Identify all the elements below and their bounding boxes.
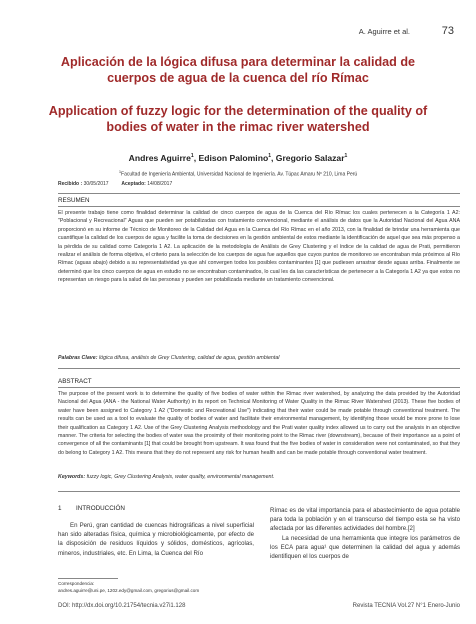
- section-divider: [58, 368, 460, 369]
- correspondence-label: Correspondencia:: [58, 581, 95, 586]
- section-divider: [58, 193, 460, 194]
- author-name: Edison Palomino: [198, 153, 269, 163]
- title-block: [40, 55, 436, 135]
- resumen-text: El presente trabajo tiene como finalidad determinar la calidad de cinco cuerpos de agua de la Cuenca del Río Rímac los cuales pertenecen a la Categoría 1 A2: "Poblacional y Recreacional" Aguas que pueden ser potabilizadas con tratamiento convencional, mediante el análisis de datos que la Autoridad Nacional del Agua ANA proporcionó en su informe de Técnico de Monitoreo de la Calidad del Agua en la Cuenca del Río Rímac en el año 2013, con la finalidad de brindar una herramienta que cuantifique la calidad de los cuerpos de agua y facilite la toma de decisiones en la gestión ambiental de estos mediante la identificación de aquel que sea más propenso a la pérdida de su calidad como Categoría 1 A2. La aplicación de la metodología de Análisis de Grey Clustering y el índice de la calidad de agua de Prati, permitieron realizar el análisis de forma objetiva, el criterio para la selección de los cuerpos de agua fue aquellos que cuyos puntos de monitoreo se encontraban más próximos al Río Rímac (aguas abajo) debido a su representatividad ya que ahí convergen todos los posibles contaminantes [1] que pudiesen arrastrar desde aguas arriba. Finalmente se determinó que los cinco cuerpos de agua en estudio no se encontraban contaminados, lo cual les da las características de pertenecer a la Categoría 1 A2 ya que estos no representan un riesgo para la salud de las personas y pueden ser potabilizada mediante un tratamiento convencional.: [58, 210, 460, 284]
- paragraph: En Perú, gran cantidad de cuencas hidrográficas a nivel superficial han sido alteradas física, química y microbiológicamente, por efecto de la disposición de residuos líquidos y sólidos, domésticos, agrícolas, mineros, industriales, etc. En Lima, la Cuenca del Río: [58, 522, 254, 557]
- section-title: INTRODUCCIÓN: [76, 505, 125, 512]
- author-list: Andres Aguirre$^1$, Edison Palomino$^1$, Gregorio Salazar$^1$: [128, 153, 348, 163]
- abstract-keywords-text: fuzzy logic, Grey Clustering Analysis, water quality, environmental management.: [86, 474, 275, 480]
- affiliation-mark: 1: [118, 169, 122, 174]
- title-spanish: Aplicación de la lógica difusa para determinar la calidad de cuerpos de agua de la cuenca del río Rímac: [60, 55, 416, 85]
- paragraph: La necesidad de una herramienta que integre los parámetros de los ECA para agua¹ que determinen la calidad del agua y además identifiquen el los cuerpos de: [270, 534, 460, 561]
- footnote-divider: [58, 578, 118, 579]
- author-affiliation-mark: 1: [268, 153, 271, 160]
- abstract-keywords-label: Keywords:: [58, 474, 86, 480]
- accepted-label: Aceptado:: [121, 181, 146, 187]
- doi-link[interactable]: DOI: http://dx.doi.org/10.21754/tecnia.v27i1.128: [58, 603, 186, 609]
- submission-dates: [58, 181, 172, 187]
- section-divider: [58, 387, 460, 388]
- resumen-keywords-text: lógica difusa, análisis de Grey Clustering, calidad de agua, gestión ambiental: [98, 355, 280, 361]
- author-affiliation-mark: 1: [344, 153, 348, 160]
- resumen-heading: RESUMEN: [58, 197, 90, 204]
- section-number: 1: [58, 505, 62, 512]
- abstract-text: The purpose of the present work is to determine the quality of five bodies of water within the Rimac river watershed, by analyzing the data provided by the Autoridad Nacional del Agua (ANA - the National Water Authority) in its report on Technical Monitoring of Water Quality in the Rimac River Watershed (2013). These five bodies of water have been assigned to Category 1 A2 ("Domestic and Recreational Use") indicating that their water could be made potable through conventional treatment. The results can be used as a tool to evaluate the quality of bodies of water and facilitate their environmental management, by identifying those would be more prone to lose their qualification as Category 1 A2. Use of the Grey Clustering Analysis methodology and the Prati water quality index allowed us to carry out the analysis in an objective manner. The criteria for selecting the bodies of water was the proximity of their monitoring point to the Rimac river (downstream), because of their importance as a point of convergence of all the contaminants [1] that could be brought from upstream. It was found that the five bodies of water in consideration were not contaminated, so that they do belong to Category 1 A2. This means that they do not represent any risk for human health and can be made potable through conventional water treatment.: [58, 391, 460, 456]
- abstract-keywords: [58, 474, 460, 480]
- author-name: Andres Aguirre: [128, 153, 191, 163]
- received-date: 30/05/2017: [83, 181, 109, 187]
- introduction-heading: [58, 505, 125, 512]
- title-english: Application of fuzzy logic for the determination of the quality of bodies of water in the rimac river watershed: [48, 104, 428, 134]
- journal-info: Revista TECNIA Vol.27 N°1 Enero-Junio: [352, 603, 460, 609]
- correspondence-emails: andres.aguirre@uni.pe, 1202.edy@gmail.com, gregorius@gmail.com: [58, 587, 200, 593]
- page-number: 73: [441, 25, 454, 37]
- resumen-keywords-label: Palabras Clave:: [58, 355, 98, 361]
- abstract-heading: ABSTRACT: [58, 378, 92, 385]
- running-header-authors: A. Aguirre et al.: [358, 27, 410, 36]
- section-divider: [58, 491, 460, 492]
- affiliation-text: Facultad de Ingeniería Ambiental, Universidad Nacional de Ingeniería. Av. Túpac Amaru Nº 210, Lima Perú: [121, 171, 358, 178]
- author-affiliation-mark: 1: [190, 153, 194, 160]
- received-label: Recibido :: [58, 181, 83, 187]
- affiliation: [0, 169, 476, 178]
- introduction-right-column: [270, 506, 460, 561]
- page-footer: [58, 603, 460, 613]
- resumen-keywords: [58, 355, 460, 361]
- paragraph: Rímac es de vital importancia para el abastecimiento de agua potable para toda la población y en el transcurso del tiempo esta se ha visto afectada por las diferentes actividades del hombre.[2]: [270, 507, 460, 533]
- section-divider: [58, 206, 460, 207]
- author-name: Gregorio Salazar: [275, 153, 345, 163]
- correspondence: [58, 581, 199, 594]
- running-header: [0, 27, 476, 39]
- accepted-date: 14/08/2017: [147, 181, 173, 187]
- introduction-left-column: [58, 521, 254, 558]
